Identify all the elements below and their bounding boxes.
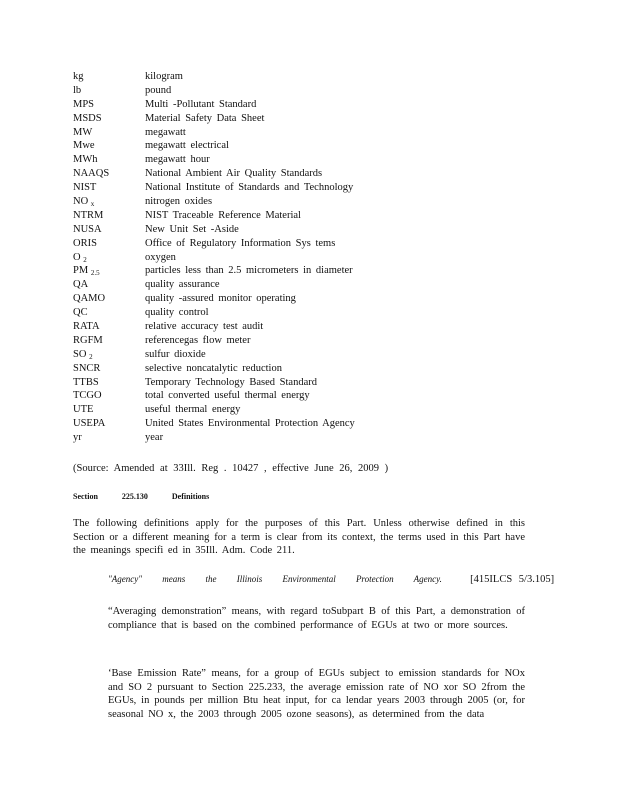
abbreviation-definition: Material Safety Data Sheet: [145, 112, 265, 124]
abbreviation-code: [73, 264, 145, 278]
abbreviation-row: [73, 306, 355, 320]
abbreviation-row: [73, 70, 355, 84]
abbreviation-row: [73, 209, 355, 223]
abbreviation-definition: National Institute of Standards and Technology: [145, 182, 354, 194]
abbreviation-code-text: MSDS: [73, 112, 102, 124]
abbreviation-row: [73, 153, 355, 167]
abbreviation-code-subscript: x: [90, 200, 95, 209]
abbreviation-definition: nitrogen oxides: [145, 196, 213, 208]
definition-base-emission-rate: ‘Base Emission Rate” means, for a group of EGUs subject to emission standards for NOx and SO 2 pursuant to Section 225.233, the average emission rate of NO xor SO 2from the EGUs, in pounds per million Btu heat input, for ca lendar years 2003 through 2005 (or, for seasonal NO x, the 2003 through 2005 ozone seasons), as determined from the data: [108, 668, 525, 720]
abbreviation-definition: selective noncatalytic reduction: [145, 362, 282, 374]
abbreviation-code-text: MW: [73, 126, 93, 138]
abbreviation-row: [73, 251, 355, 265]
abbreviation-definition: United States Environmental Protection Agency: [145, 418, 355, 430]
abbreviation-definition: quality control: [145, 307, 209, 319]
abbreviation-code-text: lb: [73, 84, 82, 96]
abbreviation-code: [73, 278, 145, 292]
abbreviation-code: [73, 209, 145, 223]
abbreviation-code: [73, 237, 145, 251]
abbreviation-code: [73, 139, 145, 153]
abbreviation-code-text: NIST: [73, 182, 97, 194]
abbreviation-definition: megawatt: [145, 126, 186, 138]
abbreviation-definition: oxygen: [145, 251, 176, 263]
abbreviation-definition: National Ambient Air Quality Standards: [145, 168, 323, 180]
abbreviation-code-text: TTBS: [73, 376, 99, 388]
abbreviation-code-text: USEPA: [73, 418, 106, 430]
abbreviation-code-subscript: 2: [89, 352, 93, 361]
abbreviation-code: [73, 292, 145, 306]
abbreviation-code: [73, 417, 145, 431]
abbreviation-definition: useful thermal energy: [145, 404, 241, 416]
section-number: 225.130: [121, 492, 148, 501]
abbreviation-definition: Office of Regulatory Information Sys tems: [145, 237, 336, 249]
abbreviation-definition: New Unit Set -Aside: [145, 223, 239, 235]
intro-paragraph: The following definitions apply for the purposes of this Part. Unless otherwise defined in this Section or a different meaning for a term is clear from its context, the terms used in this Part have the meanings specifi ed in 35Ill. Adm. Code 211.: [73, 518, 525, 557]
source-note: (Source: Amended at 33Ill. Reg . 10427 , effective June 26, 2009 ): [73, 463, 389, 474]
abbreviation-code: [73, 431, 145, 445]
abbreviation-code-text: QC: [73, 307, 88, 319]
abbreviation-code-subscript: 2: [83, 255, 87, 264]
abbreviation-definition: Temporary Technology Based Standard: [145, 376, 318, 388]
abbreviation-code-text: NTRM: [73, 209, 104, 221]
abbreviation-definition: kilogram: [145, 71, 183, 82]
definition-agency: [108, 574, 554, 585]
abbreviation-row: [73, 195, 355, 209]
definition-agency-citation: [415ILCS 5/3.105]: [470, 574, 555, 585]
abbreviation-code-text: NO: [73, 196, 89, 208]
abbreviation-row: [73, 167, 355, 181]
abbreviation-row: [73, 126, 355, 140]
abbreviation-row: [73, 431, 355, 445]
abbreviation-table: [73, 70, 355, 445]
abbreviation-row: [73, 84, 355, 98]
abbreviation-row: [73, 112, 355, 126]
section-title: Definitions: [171, 492, 210, 501]
abbreviation-row: [73, 278, 355, 292]
abbreviation-definition: NIST Traceable Reference Material: [145, 209, 301, 221]
abbreviation-row: [73, 362, 355, 376]
abbreviation-code-text: kg: [73, 71, 84, 82]
abbreviation-code: [73, 112, 145, 126]
abbreviation-row: [73, 417, 355, 431]
abbreviation-code: [73, 167, 145, 181]
abbreviation-code: [73, 223, 145, 237]
abbreviation-definition: megawatt hour: [145, 154, 210, 166]
abbreviation-code: [73, 348, 145, 362]
abbreviation-code-text: ORIS: [73, 237, 97, 249]
abbreviation-code-subscript: 2.5: [90, 269, 100, 278]
abbreviation-definition: quality assurance: [145, 279, 220, 291]
abbreviation-code-text: MWh: [73, 154, 98, 166]
abbreviation-code-text: SNCR: [73, 362, 101, 374]
abbreviation-definition: relative accuracy test audit: [145, 321, 264, 333]
abbreviation-code: [73, 320, 145, 334]
abbreviation-code-text: SO: [73, 348, 87, 360]
abbreviation-code: [73, 126, 145, 140]
abbreviation-row: [73, 264, 355, 278]
abbreviation-code-text: TCGO: [73, 390, 102, 402]
abbreviation-row: [73, 181, 355, 195]
abbreviation-code: [73, 403, 145, 417]
definition-averaging-demonstration: “Averaging demonstration” means, with regard toSubpart B of this Part, a demonstration of compliance that is based on the combined performance of EGUs at two or more sources.: [108, 606, 525, 631]
abbreviation-code: [73, 153, 145, 167]
abbreviation-code: [73, 195, 145, 209]
abbreviation-row: [73, 403, 355, 417]
abbreviation-code: [73, 70, 145, 84]
abbreviation-definition: pound: [145, 84, 172, 96]
abbreviation-code-text: NUSA: [73, 223, 102, 235]
abbreviation-row: [73, 98, 355, 112]
abbreviation-definition: particles less than 2.5 micrometers in diameter: [145, 265, 353, 277]
abbreviation-code-text: PM: [73, 265, 89, 277]
section-label: Section: [73, 492, 98, 501]
definition-agency-text: "Agency" means the Illinois Environmental Protection Agency.: [108, 574, 442, 584]
abbreviation-row: [73, 389, 355, 403]
abbreviation-row: [73, 292, 355, 306]
abbreviation-code: [73, 181, 145, 195]
abbreviation-row: [73, 139, 355, 153]
abbreviation-code-text: RGFM: [73, 334, 103, 346]
abbreviation-definition: referencegas flow meter: [145, 334, 251, 346]
abbreviation-code: [73, 362, 145, 376]
abbreviation-code-text: O: [73, 251, 81, 263]
abbreviation-code: [73, 98, 145, 112]
abbreviation-code-text: QAMO: [73, 293, 106, 305]
abbreviation-row: [73, 334, 355, 348]
abbreviation-definition: quality -assured monitor operating: [145, 293, 296, 305]
abbreviation-row: [73, 348, 355, 362]
abbreviation-code-text: yr: [73, 432, 82, 444]
abbreviation-code: [73, 376, 145, 390]
abbreviation-definition: Multi -Pollutant Standard: [145, 98, 257, 110]
section-heading: [73, 492, 209, 501]
abbreviation-row: [73, 376, 355, 390]
abbreviation-code-text: Mwe: [73, 140, 95, 152]
abbreviation-code-text: UTE: [73, 404, 94, 416]
abbreviation-definition: megawatt electrical: [145, 140, 229, 152]
abbreviation-code: [73, 84, 145, 98]
abbreviation-code-text: MPS: [73, 98, 95, 110]
abbreviation-row: [73, 237, 355, 251]
abbreviation-code: [73, 251, 145, 265]
abbreviation-code-text: NAAQS: [73, 168, 110, 180]
abbreviation-definition: sulfur dioxide: [145, 348, 206, 360]
abbreviation-definition: total converted useful thermal energy: [145, 390, 310, 402]
abbreviation-definition: year: [145, 432, 164, 444]
abbreviation-code-text: QA: [73, 279, 89, 291]
abbreviation-code: [73, 389, 145, 403]
abbreviation-row: [73, 223, 355, 237]
abbreviation-row: [73, 320, 355, 334]
abbreviation-code: [73, 306, 145, 320]
abbreviation-code: [73, 334, 145, 348]
abbreviation-code-text: RATA: [73, 321, 100, 333]
